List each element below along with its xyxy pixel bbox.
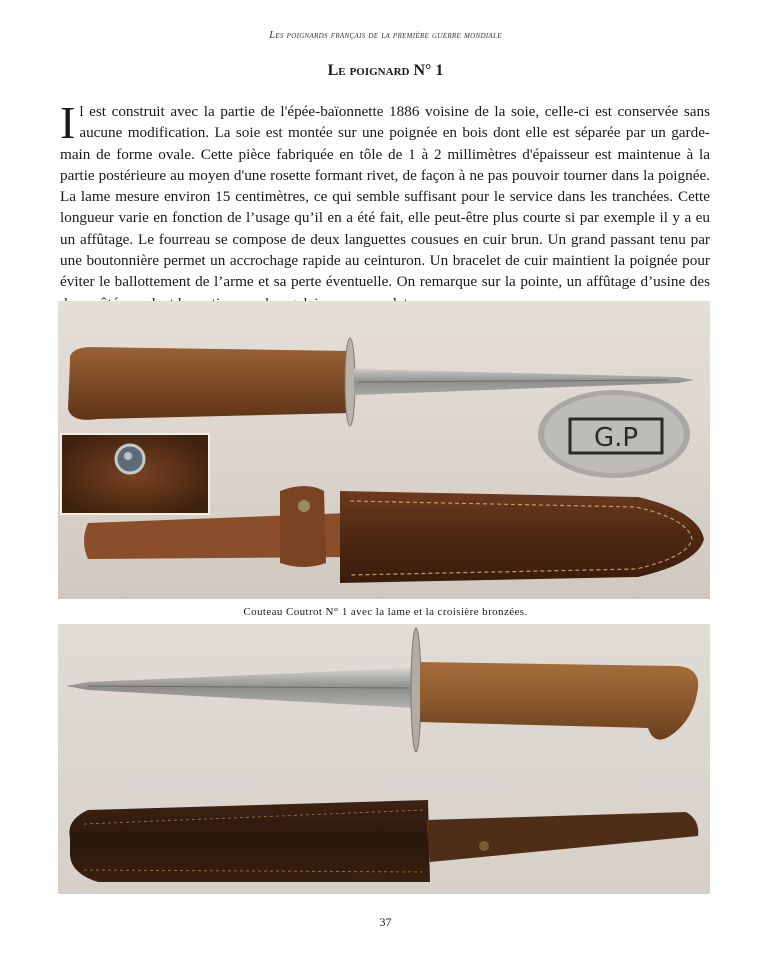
figure-caption: Couteau Coutrot N° 1 avec la lame et la croisière bronzées. — [243, 606, 528, 618]
snap-button — [298, 500, 310, 512]
grip-strap — [280, 486, 326, 567]
knife-photo-top — [58, 301, 710, 599]
leather-sheath — [340, 491, 704, 583]
drop-cap: I — [60, 97, 76, 148]
stamp-text: G.P — [593, 423, 639, 453]
knife-and-sheath-illustration — [58, 624, 710, 894]
knife-with-sheath-illustration — [58, 301, 710, 599]
wooden-handle — [420, 662, 698, 740]
paragraph-text: l est construit avec la partie de l'épée-baïonnette 1886 voisine de la soie, celle-ci est conservée sans aucune modification. La soie est montée sur une poignée en bois dont elle est séparée par un garde-main de forme ovale. Cette pièce fabriquée en tôle de 1 à 2 millimètres d'épaisseur est maintenue à la partie postérieure au moyen d'une rosette formant rivet, de façon à ne pas pouvoir tourner dans la poignée. La lame mesure environ 15 centimètres, ce qui semble suffisant pour le service dans les tranchées. Cette longueur varie en fonction de l’usage qu’il en a été fait, elle peut-être plus courte si par exemple il y a eu un affûtage. Le fourreau se compose de deux languettes cousues en cuir brun. Un grand passant tenu par une boutonnière permet un accrochage rapide au ceinturon. Un bracelet de cuir maintient la poignée pour éviter le ballottement de l’arme et sa perte éventuelle. On remarque sur la pointe, un affûtage d’usine des — [60, 103, 710, 291]
stamp-detail-inset — [538, 390, 690, 478]
running-header: Les poignards français de la première guerre mondiale — [269, 30, 502, 41]
strap-rivet — [479, 841, 489, 851]
rivet-detail-inset — [60, 433, 210, 515]
hand-guard — [345, 338, 355, 426]
leather-sheath — [69, 800, 430, 882]
page-number: 37 — [379, 915, 392, 929]
belt-loop-strap — [426, 812, 698, 862]
knife-photo-bottom — [58, 624, 710, 894]
section-title: Le poignard N° 1 — [327, 62, 444, 79]
hand-guard — [411, 628, 421, 752]
wooden-handle — [68, 347, 350, 420]
body-paragraph — [60, 97, 710, 314]
